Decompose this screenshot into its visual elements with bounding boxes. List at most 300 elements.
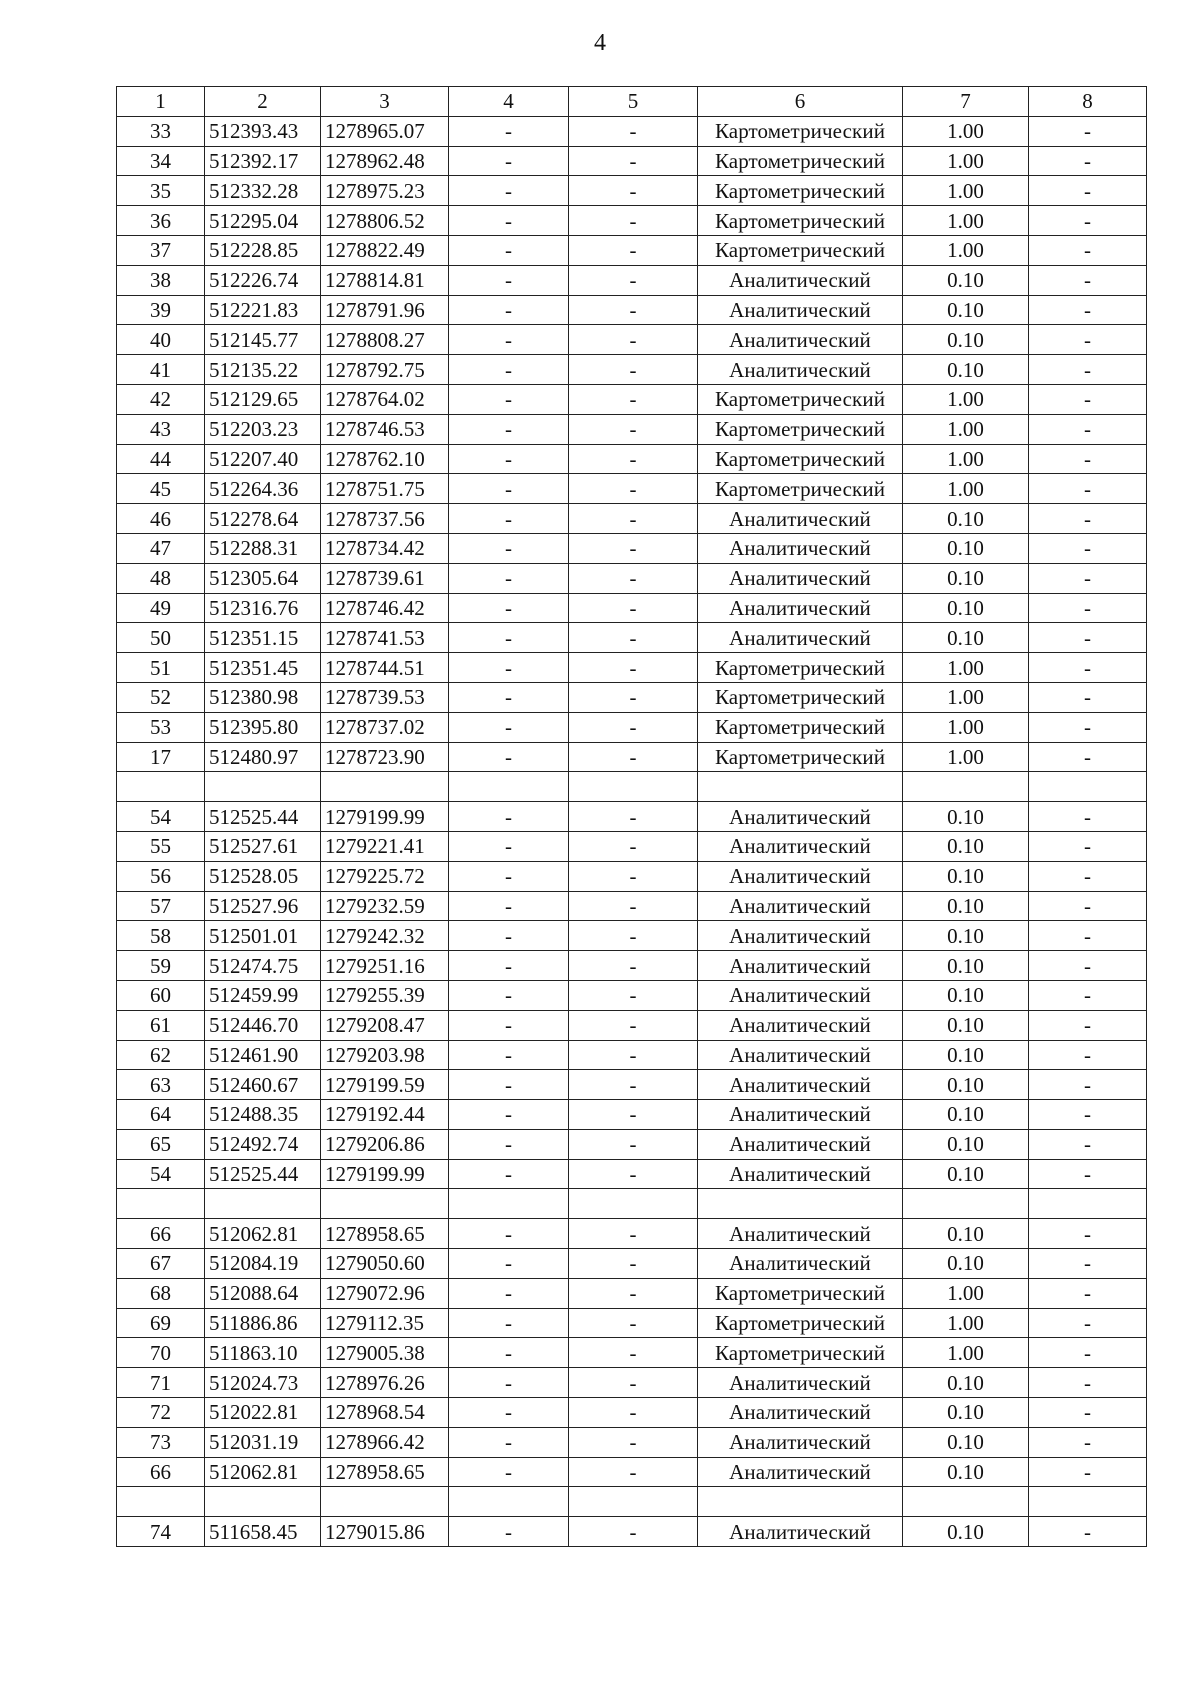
point-number-cell bbox=[117, 1189, 205, 1219]
x-coordinate-cell: 511863.10 bbox=[205, 1338, 321, 1368]
y-coordinate-cell: 1278746.53 bbox=[321, 414, 449, 444]
table-row bbox=[117, 1278, 1147, 1308]
x-coordinate-cell: 512031.19 bbox=[205, 1427, 321, 1457]
col8-value-cell: - bbox=[1029, 533, 1147, 563]
accuracy-cell: 0.10 bbox=[903, 1070, 1029, 1100]
method-cell: Картометрический bbox=[698, 1278, 903, 1308]
col8-value-cell: - bbox=[1029, 1100, 1147, 1130]
col8-value-cell: - bbox=[1029, 742, 1147, 772]
table-row bbox=[117, 1368, 1147, 1398]
point-number-cell: 38 bbox=[117, 265, 205, 295]
x-coordinate-cell: 512207.40 bbox=[205, 444, 321, 474]
accuracy-cell bbox=[903, 772, 1029, 802]
table-row bbox=[117, 1338, 1147, 1368]
col5-value-cell: - bbox=[569, 504, 698, 534]
x-coordinate-cell: 512393.43 bbox=[205, 116, 321, 146]
col5-value-cell: - bbox=[569, 474, 698, 504]
table-row bbox=[117, 682, 1147, 712]
y-coordinate-cell: 1278808.27 bbox=[321, 325, 449, 355]
x-coordinate-cell: 512062.81 bbox=[205, 1457, 321, 1487]
col4-value-cell: - bbox=[449, 1219, 569, 1249]
point-number-cell: 57 bbox=[117, 891, 205, 921]
point-number-cell: 72 bbox=[117, 1398, 205, 1428]
x-coordinate-cell: 512228.85 bbox=[205, 235, 321, 265]
x-coordinate-cell: 512024.73 bbox=[205, 1368, 321, 1398]
method-cell: Аналитический bbox=[698, 1427, 903, 1457]
col5-value-cell: - bbox=[569, 146, 698, 176]
col8-value-cell: - bbox=[1029, 682, 1147, 712]
col4-value-cell: - bbox=[449, 116, 569, 146]
table-row bbox=[117, 206, 1147, 236]
table-row bbox=[117, 1040, 1147, 1070]
col4-value-cell: - bbox=[449, 563, 569, 593]
x-coordinate-cell: 512488.35 bbox=[205, 1100, 321, 1130]
y-coordinate-cell: 1278814.81 bbox=[321, 265, 449, 295]
y-coordinate-cell: 1278734.42 bbox=[321, 533, 449, 563]
col5-value-cell bbox=[569, 1189, 698, 1219]
col8-value-cell: - bbox=[1029, 623, 1147, 653]
col5-value-cell: - bbox=[569, 802, 698, 832]
method-cell: Картометрический bbox=[698, 742, 903, 772]
table-row bbox=[117, 444, 1147, 474]
point-number-cell: 63 bbox=[117, 1070, 205, 1100]
table-row bbox=[117, 533, 1147, 563]
col5-value-cell: - bbox=[569, 1398, 698, 1428]
col4-value-cell: - bbox=[449, 1070, 569, 1100]
y-coordinate-cell: 1278975.23 bbox=[321, 176, 449, 206]
point-number-cell: 68 bbox=[117, 1278, 205, 1308]
method-cell: Аналитический bbox=[698, 802, 903, 832]
table-row bbox=[117, 1249, 1147, 1279]
method-cell bbox=[698, 772, 903, 802]
col8-value-cell: - bbox=[1029, 146, 1147, 176]
col8-value-cell: - bbox=[1029, 593, 1147, 623]
x-coordinate-cell: 512461.90 bbox=[205, 1040, 321, 1070]
method-cell: Картометрический bbox=[698, 206, 903, 236]
x-coordinate-cell: 512527.96 bbox=[205, 891, 321, 921]
col5-value-cell: - bbox=[569, 921, 698, 951]
point-number-cell: 66 bbox=[117, 1457, 205, 1487]
col8-value-cell: - bbox=[1029, 1368, 1147, 1398]
y-coordinate-cell: 1278762.10 bbox=[321, 444, 449, 474]
method-cell: Аналитический bbox=[698, 355, 903, 385]
col4-value-cell: - bbox=[449, 504, 569, 534]
x-coordinate-cell: 512501.01 bbox=[205, 921, 321, 951]
column-header: 7 bbox=[903, 87, 1029, 117]
y-coordinate-cell: 1278723.90 bbox=[321, 742, 449, 772]
accuracy-cell: 0.10 bbox=[903, 563, 1029, 593]
col4-value-cell: - bbox=[449, 414, 569, 444]
column-header: 5 bbox=[569, 87, 698, 117]
y-coordinate-cell: 1278737.02 bbox=[321, 712, 449, 742]
table-row bbox=[117, 861, 1147, 891]
accuracy-cell: 0.10 bbox=[903, 504, 1029, 534]
col8-value-cell: - bbox=[1029, 325, 1147, 355]
accuracy-cell: 0.10 bbox=[903, 1249, 1029, 1279]
col5-value-cell: - bbox=[569, 980, 698, 1010]
col8-value-cell: - bbox=[1029, 1070, 1147, 1100]
accuracy-cell: 0.10 bbox=[903, 831, 1029, 861]
column-header: 2 bbox=[205, 87, 321, 117]
col4-value-cell: - bbox=[449, 355, 569, 385]
point-number-cell: 52 bbox=[117, 682, 205, 712]
col8-value-cell: - bbox=[1029, 1338, 1147, 1368]
col8-value-cell: - bbox=[1029, 265, 1147, 295]
accuracy-cell: 1.00 bbox=[903, 1308, 1029, 1338]
y-coordinate-cell: 1278764.02 bbox=[321, 384, 449, 414]
accuracy-cell bbox=[903, 1189, 1029, 1219]
accuracy-cell: 0.10 bbox=[903, 1100, 1029, 1130]
accuracy-cell: 0.10 bbox=[903, 1129, 1029, 1159]
col5-value-cell: - bbox=[569, 1040, 698, 1070]
table-row bbox=[117, 176, 1147, 206]
accuracy-cell: 0.10 bbox=[903, 1219, 1029, 1249]
y-coordinate-cell: 1278806.52 bbox=[321, 206, 449, 236]
col4-value-cell: - bbox=[449, 1338, 569, 1368]
y-coordinate-cell: 1278744.51 bbox=[321, 653, 449, 683]
separator-row bbox=[117, 1487, 1147, 1517]
accuracy-cell: 1.00 bbox=[903, 206, 1029, 236]
col5-value-cell: - bbox=[569, 563, 698, 593]
x-coordinate-cell: 512295.04 bbox=[205, 206, 321, 236]
y-coordinate-cell: 1279242.32 bbox=[321, 921, 449, 951]
col5-value-cell: - bbox=[569, 1219, 698, 1249]
y-coordinate-cell: 1279015.86 bbox=[321, 1517, 449, 1547]
x-coordinate-cell: 512288.31 bbox=[205, 533, 321, 563]
col4-value-cell: - bbox=[449, 1308, 569, 1338]
col8-value-cell: - bbox=[1029, 355, 1147, 385]
accuracy-cell: 0.10 bbox=[903, 1427, 1029, 1457]
col4-value-cell: - bbox=[449, 1100, 569, 1130]
method-cell: Аналитический bbox=[698, 265, 903, 295]
x-coordinate-cell: 512528.05 bbox=[205, 861, 321, 891]
y-coordinate-cell: 1279199.99 bbox=[321, 802, 449, 832]
method-cell: Картометрический bbox=[698, 444, 903, 474]
x-coordinate-cell: 512226.74 bbox=[205, 265, 321, 295]
point-number-cell: 40 bbox=[117, 325, 205, 355]
method-cell: Картометрический bbox=[698, 1308, 903, 1338]
col8-value-cell: - bbox=[1029, 1159, 1147, 1189]
accuracy-cell: 1.00 bbox=[903, 176, 1029, 206]
table-row bbox=[117, 563, 1147, 593]
col4-value-cell: - bbox=[449, 444, 569, 474]
point-number-cell: 41 bbox=[117, 355, 205, 385]
col4-value-cell: - bbox=[449, 980, 569, 1010]
table-row bbox=[117, 921, 1147, 951]
table-row bbox=[117, 1308, 1147, 1338]
y-coordinate-cell: 1279221.41 bbox=[321, 831, 449, 861]
point-number-cell: 35 bbox=[117, 176, 205, 206]
col8-value-cell: - bbox=[1029, 653, 1147, 683]
accuracy-cell: 0.10 bbox=[903, 325, 1029, 355]
table-row bbox=[117, 414, 1147, 444]
col8-value-cell: - bbox=[1029, 1427, 1147, 1457]
table-row bbox=[117, 951, 1147, 981]
col5-value-cell: - bbox=[569, 682, 698, 712]
point-number-cell: 61 bbox=[117, 1010, 205, 1040]
table-row bbox=[117, 1010, 1147, 1040]
col4-value-cell: - bbox=[449, 1040, 569, 1070]
col4-value-cell: - bbox=[449, 1368, 569, 1398]
col5-value-cell: - bbox=[569, 176, 698, 206]
y-coordinate-cell: 1279206.86 bbox=[321, 1129, 449, 1159]
accuracy-cell: 0.10 bbox=[903, 295, 1029, 325]
method-cell: Аналитический bbox=[698, 861, 903, 891]
method-cell: Аналитический bbox=[698, 1368, 903, 1398]
point-number-cell: 66 bbox=[117, 1219, 205, 1249]
accuracy-cell: 1.00 bbox=[903, 116, 1029, 146]
accuracy-cell: 1.00 bbox=[903, 712, 1029, 742]
col8-value-cell: - bbox=[1029, 1278, 1147, 1308]
x-coordinate-cell: 512084.19 bbox=[205, 1249, 321, 1279]
y-coordinate-cell: 1278739.61 bbox=[321, 563, 449, 593]
col5-value-cell: - bbox=[569, 593, 698, 623]
col4-value-cell: - bbox=[449, 921, 569, 951]
method-cell: Аналитический bbox=[698, 1517, 903, 1547]
method-cell: Картометрический bbox=[698, 414, 903, 444]
col5-value-cell: - bbox=[569, 1010, 698, 1040]
accuracy-cell: 1.00 bbox=[903, 384, 1029, 414]
col4-value-cell: - bbox=[449, 891, 569, 921]
col8-value-cell: - bbox=[1029, 176, 1147, 206]
accuracy-cell: 0.10 bbox=[903, 1040, 1029, 1070]
col5-value-cell: - bbox=[569, 1368, 698, 1398]
table-row bbox=[117, 1457, 1147, 1487]
col4-value-cell: - bbox=[449, 861, 569, 891]
accuracy-cell: 1.00 bbox=[903, 742, 1029, 772]
col4-value-cell: - bbox=[449, 593, 569, 623]
x-coordinate-cell: 512527.61 bbox=[205, 831, 321, 861]
x-coordinate-cell: 512135.22 bbox=[205, 355, 321, 385]
col5-value-cell: - bbox=[569, 1129, 698, 1159]
table-row bbox=[117, 384, 1147, 414]
table-row bbox=[117, 1159, 1147, 1189]
y-coordinate-cell bbox=[321, 772, 449, 802]
col5-value-cell: - bbox=[569, 653, 698, 683]
point-number-cell: 44 bbox=[117, 444, 205, 474]
method-cell: Картометрический bbox=[698, 176, 903, 206]
table-row bbox=[117, 355, 1147, 385]
y-coordinate-cell: 1278791.96 bbox=[321, 295, 449, 325]
y-coordinate-cell: 1278792.75 bbox=[321, 355, 449, 385]
col5-value-cell: - bbox=[569, 533, 698, 563]
point-number-cell: 71 bbox=[117, 1368, 205, 1398]
col5-value-cell: - bbox=[569, 265, 698, 295]
col5-value-cell bbox=[569, 772, 698, 802]
col5-value-cell: - bbox=[569, 951, 698, 981]
point-number-cell: 37 bbox=[117, 235, 205, 265]
col5-value-cell: - bbox=[569, 1457, 698, 1487]
col5-value-cell: - bbox=[569, 712, 698, 742]
col4-value-cell: - bbox=[449, 235, 569, 265]
column-header: 3 bbox=[321, 87, 449, 117]
method-cell: Аналитический bbox=[698, 831, 903, 861]
col8-value-cell: - bbox=[1029, 1517, 1147, 1547]
col4-value-cell: - bbox=[449, 1129, 569, 1159]
table-row bbox=[117, 742, 1147, 772]
col5-value-cell: - bbox=[569, 206, 698, 236]
col8-value-cell: - bbox=[1029, 1129, 1147, 1159]
table-row bbox=[117, 146, 1147, 176]
x-coordinate-cell: 512351.15 bbox=[205, 623, 321, 653]
accuracy-cell: 1.00 bbox=[903, 474, 1029, 504]
col5-value-cell: - bbox=[569, 861, 698, 891]
point-number-cell: 64 bbox=[117, 1100, 205, 1130]
col5-value-cell: - bbox=[569, 891, 698, 921]
table-row bbox=[117, 474, 1147, 504]
point-number-cell: 39 bbox=[117, 295, 205, 325]
y-coordinate-cell: 1278751.75 bbox=[321, 474, 449, 504]
col4-value-cell: - bbox=[449, 206, 569, 236]
method-cell: Картометрический bbox=[698, 712, 903, 742]
method-cell: Аналитический bbox=[698, 1070, 903, 1100]
col8-value-cell: - bbox=[1029, 414, 1147, 444]
accuracy-cell: 0.10 bbox=[903, 623, 1029, 653]
col8-value-cell: - bbox=[1029, 1398, 1147, 1428]
table-row bbox=[117, 1070, 1147, 1100]
point-number-cell: 48 bbox=[117, 563, 205, 593]
x-coordinate-cell: 512221.83 bbox=[205, 295, 321, 325]
method-cell: Аналитический bbox=[698, 325, 903, 355]
table-row bbox=[117, 593, 1147, 623]
y-coordinate-cell: 1278746.42 bbox=[321, 593, 449, 623]
column-header: 4 bbox=[449, 87, 569, 117]
x-coordinate-cell: 512129.65 bbox=[205, 384, 321, 414]
table-row bbox=[117, 504, 1147, 534]
column-header: 1 bbox=[117, 87, 205, 117]
y-coordinate-cell: 1279251.16 bbox=[321, 951, 449, 981]
col8-value-cell: - bbox=[1029, 474, 1147, 504]
col8-value-cell: - bbox=[1029, 802, 1147, 832]
x-coordinate-cell: 511886.86 bbox=[205, 1308, 321, 1338]
col4-value-cell: - bbox=[449, 1517, 569, 1547]
col8-value-cell: - bbox=[1029, 116, 1147, 146]
y-coordinate-cell: 1279225.72 bbox=[321, 861, 449, 891]
col8-value-cell bbox=[1029, 1487, 1147, 1517]
col4-value-cell: - bbox=[449, 742, 569, 772]
col5-value-cell: - bbox=[569, 1100, 698, 1130]
y-coordinate-cell: 1278976.26 bbox=[321, 1368, 449, 1398]
point-number-cell: 74 bbox=[117, 1517, 205, 1547]
table-row bbox=[117, 891, 1147, 921]
x-coordinate-cell: 512459.99 bbox=[205, 980, 321, 1010]
table-row bbox=[117, 116, 1147, 146]
x-coordinate-cell: 512088.64 bbox=[205, 1278, 321, 1308]
col8-value-cell: - bbox=[1029, 1457, 1147, 1487]
method-cell: Аналитический bbox=[698, 1040, 903, 1070]
y-coordinate-cell: 1278962.48 bbox=[321, 146, 449, 176]
col8-value-cell: - bbox=[1029, 1219, 1147, 1249]
y-coordinate-cell: 1279112.35 bbox=[321, 1308, 449, 1338]
col8-value-cell: - bbox=[1029, 1040, 1147, 1070]
col8-value-cell: - bbox=[1029, 504, 1147, 534]
y-coordinate-cell: 1279203.98 bbox=[321, 1040, 449, 1070]
col4-value-cell: - bbox=[449, 712, 569, 742]
y-coordinate-cell bbox=[321, 1487, 449, 1517]
x-coordinate-cell: 512392.17 bbox=[205, 146, 321, 176]
accuracy-cell: 1.00 bbox=[903, 235, 1029, 265]
accuracy-cell: 0.10 bbox=[903, 861, 1029, 891]
accuracy-cell: 0.10 bbox=[903, 891, 1029, 921]
table-row bbox=[117, 295, 1147, 325]
col5-value-cell: - bbox=[569, 1070, 698, 1100]
point-number-cell: 49 bbox=[117, 593, 205, 623]
method-cell: Аналитический bbox=[698, 295, 903, 325]
point-number-cell: 33 bbox=[117, 116, 205, 146]
x-coordinate-cell: 512492.74 bbox=[205, 1129, 321, 1159]
col4-value-cell: - bbox=[449, 831, 569, 861]
method-cell: Картометрический bbox=[698, 474, 903, 504]
col8-value-cell: - bbox=[1029, 712, 1147, 742]
col4-value-cell bbox=[449, 1487, 569, 1517]
accuracy-cell: 1.00 bbox=[903, 444, 1029, 474]
x-coordinate-cell: 512145.77 bbox=[205, 325, 321, 355]
x-coordinate-cell: 512474.75 bbox=[205, 951, 321, 981]
x-coordinate-cell: 512264.36 bbox=[205, 474, 321, 504]
point-number-cell: 60 bbox=[117, 980, 205, 1010]
point-number-cell: 50 bbox=[117, 623, 205, 653]
col8-value-cell: - bbox=[1029, 921, 1147, 951]
table-row bbox=[117, 1219, 1147, 1249]
col5-value-cell: - bbox=[569, 355, 698, 385]
col8-value-cell: - bbox=[1029, 235, 1147, 265]
x-coordinate-cell: 512022.81 bbox=[205, 1398, 321, 1428]
table-row bbox=[117, 1427, 1147, 1457]
col8-value-cell: - bbox=[1029, 831, 1147, 861]
accuracy-cell: 0.10 bbox=[903, 1517, 1029, 1547]
col5-value-cell: - bbox=[569, 742, 698, 772]
col5-value-cell: - bbox=[569, 1308, 698, 1338]
method-cell: Аналитический bbox=[698, 593, 903, 623]
col8-value-cell: - bbox=[1029, 1308, 1147, 1338]
y-coordinate-cell: 1279232.59 bbox=[321, 891, 449, 921]
point-number-cell: 53 bbox=[117, 712, 205, 742]
accuracy-cell bbox=[903, 1487, 1029, 1517]
col5-value-cell: - bbox=[569, 235, 698, 265]
y-coordinate-cell: 1279005.38 bbox=[321, 1338, 449, 1368]
col4-value-cell: - bbox=[449, 384, 569, 414]
y-coordinate-cell: 1278965.07 bbox=[321, 116, 449, 146]
accuracy-cell: 0.10 bbox=[903, 533, 1029, 563]
table-row bbox=[117, 1100, 1147, 1130]
col4-value-cell: - bbox=[449, 533, 569, 563]
col8-value-cell: - bbox=[1029, 891, 1147, 921]
method-cell: Аналитический bbox=[698, 623, 903, 653]
col4-value-cell: - bbox=[449, 951, 569, 981]
point-number-cell bbox=[117, 772, 205, 802]
y-coordinate-cell: 1279192.44 bbox=[321, 1100, 449, 1130]
col5-value-cell: - bbox=[569, 831, 698, 861]
col4-value-cell: - bbox=[449, 295, 569, 325]
x-coordinate-cell: 512480.97 bbox=[205, 742, 321, 772]
y-coordinate-cell: 1278822.49 bbox=[321, 235, 449, 265]
accuracy-cell: 0.10 bbox=[903, 1010, 1029, 1040]
col5-value-cell: - bbox=[569, 1278, 698, 1308]
separator-row bbox=[117, 1189, 1147, 1219]
method-cell: Аналитический bbox=[698, 1129, 903, 1159]
method-cell: Аналитический bbox=[698, 921, 903, 951]
x-coordinate-cell: 512395.80 bbox=[205, 712, 321, 742]
method-cell: Аналитический bbox=[698, 1010, 903, 1040]
x-coordinate-cell: 512278.64 bbox=[205, 504, 321, 534]
accuracy-cell: 0.10 bbox=[903, 355, 1029, 385]
point-number-cell: 47 bbox=[117, 533, 205, 563]
point-number-cell: 46 bbox=[117, 504, 205, 534]
point-number-cell: 43 bbox=[117, 414, 205, 444]
col4-value-cell: - bbox=[449, 325, 569, 355]
point-number-cell: 67 bbox=[117, 1249, 205, 1279]
col8-value-cell: - bbox=[1029, 1249, 1147, 1279]
